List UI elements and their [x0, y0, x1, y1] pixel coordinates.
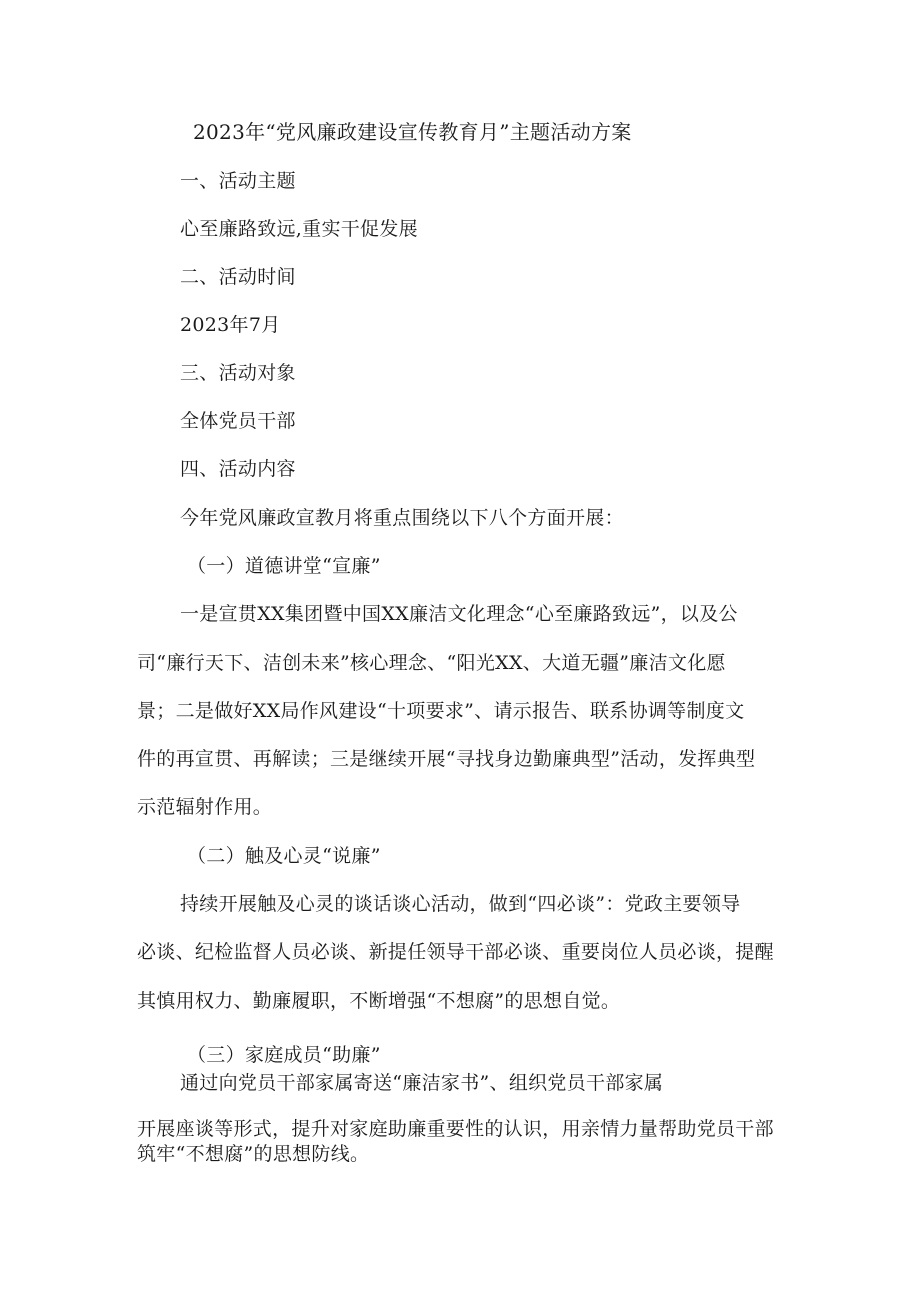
item-1-line: 示范辐射作用。	[137, 796, 273, 818]
item-2-line: 必谈、纪检监督人员必谈、新提任领导干部必谈、重要岗位人员必谈，提醒	[137, 941, 774, 963]
item-heading-2: （二）触及心灵“说廉”	[187, 845, 381, 867]
item-3-line: 开展座谈等形式，提升对家庭助廉重要性的认识，用亲情力量帮助党员干部	[137, 1118, 774, 1140]
item-1-line: 司“廉行天下、洁创未来”核心理念、“阳光XX、大道无疆”廉洁文化愿	[137, 652, 726, 674]
item-heading-3: （三）家庭成员“助廉”	[187, 1044, 381, 1066]
section-heading-target: 三、活动对象	[180, 362, 296, 384]
item-2-line: 其慎用权力、勤廉履职，不断增强“不想腐”的思想自觉。	[137, 990, 621, 1012]
section-body-target: 全体党员干部	[180, 410, 296, 432]
item-2-line: 持续开展触及心灵的谈话谈心活动，做到“四必谈”：党政主要领导	[180, 893, 741, 915]
item-3-line: 通过向党员干部家属寄送“廉洁家书”、组织党员干部家属	[180, 1072, 664, 1094]
item-3-line: 筑牢“不想腐”的思想防线。	[137, 1143, 370, 1165]
item-heading-1: （一）道德讲堂“宣廉”	[187, 555, 381, 577]
section-intro-content: 今年党风廉政宣教月将重点围绕以下八个方面开展：	[180, 507, 624, 529]
section-heading-theme: 一、活动主题	[180, 170, 296, 192]
section-heading-content: 四、活动内容	[180, 458, 296, 480]
item-1-line: 景；二是做好XX局作风建设“十项要求”、请示报告、联系协调等制度文	[137, 700, 745, 722]
item-1-line: 一是宣贯XX集团暨中国XX廉洁文化理念“心至廉路致远”，以及公	[180, 603, 738, 625]
section-heading-time: 二、活动时间	[180, 266, 296, 288]
section-body-theme: 心至廉路致远,重实干促发展	[180, 218, 418, 240]
document-title: 2023年“党风廉政建设宣传教育月”主题活动方案	[193, 120, 632, 144]
item-1-line: 件的再宣贯、再解读；三是继续开展“寻找身边勤廉典型”活动，发挥典型	[137, 748, 756, 770]
section-body-time: 2023年7月	[180, 314, 281, 336]
